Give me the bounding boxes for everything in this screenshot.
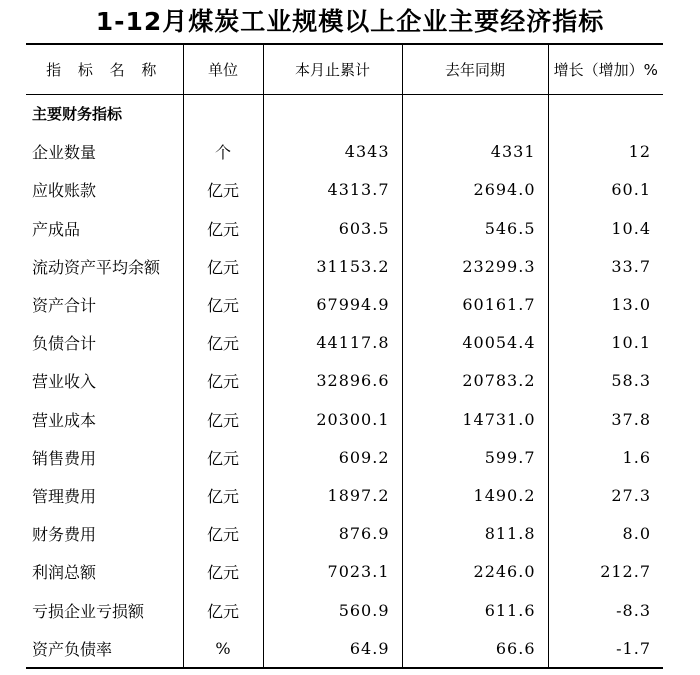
indicator-name-cell: 亏损企业亏损额 [32,601,145,621]
growth-value-cell: 212.7 [548,553,663,591]
unit-cell: 亿元 [183,515,263,553]
table-row [26,285,663,323]
unit-cell: % [183,629,263,668]
current-value-cell: 4313.7 [263,171,402,209]
indicator-table [26,43,663,669]
indicator-name-cell: 产成品 [32,219,81,239]
header-previous-year: 去年同期 [402,44,548,94]
indicator-name-cell: 利润总额 [32,563,97,583]
indicator-name-cell: 销售费用 [32,448,97,468]
current-value-cell: 876.9 [263,515,402,553]
table-row [26,362,663,400]
previous-value-cell: 546.5 [402,209,548,247]
unit-cell: 亿元 [183,171,263,209]
growth-value-cell: 27.3 [548,476,663,514]
growth-value-cell: -1.7 [548,629,663,668]
table-row [26,515,663,553]
table-row [26,324,663,362]
indicator-name-cell: 营业收入 [32,372,97,392]
header-unit: 单位 [183,44,263,94]
growth-value-cell: -8.3 [548,591,663,629]
previous-value-cell: 2694.0 [402,171,548,209]
indicator-name-cell: 资产合计 [32,296,97,316]
empty-cell [402,94,548,133]
page-title: 1-12月煤炭工业规模以上企业主要经济指标 [95,7,605,36]
growth-value-cell: 37.8 [548,400,663,438]
unit-cell: 亿元 [183,553,263,591]
table-row [26,476,663,514]
previous-value-cell: 811.8 [402,515,548,553]
header-indicator-name: 指 标 名 称 [26,44,183,94]
growth-value-cell: 13.0 [548,285,663,323]
current-value-cell: 609.2 [263,438,402,476]
previous-value-cell: 1490.2 [402,476,548,514]
previous-value-cell: 599.7 [402,438,548,476]
table-row [26,591,663,629]
current-value-cell: 4343 [263,133,402,171]
unit-cell: 亿元 [183,591,263,629]
previous-value-cell: 40054.4 [402,324,548,362]
section-row [26,94,663,133]
table-row [26,209,663,247]
previous-value-cell: 66.6 [402,629,548,668]
current-value-cell: 603.5 [263,209,402,247]
header-growth: 增长（增加）% [548,44,663,94]
indicator-name-cell: 资产负债率 [26,629,183,668]
current-value-cell: 67994.9 [263,285,402,323]
indicator-name-cell: 企业数量 [32,143,97,163]
previous-value-cell: 23299.3 [402,247,548,285]
current-value-cell: 64.9 [263,629,402,668]
table-row [26,400,663,438]
table-row [26,247,663,285]
current-value-cell: 20300.1 [263,400,402,438]
current-value-cell: 31153.2 [263,247,402,285]
table-row [26,133,663,171]
unit-cell: 亿元 [183,247,263,285]
unit-cell: 亿元 [183,324,263,362]
growth-value-cell: 10.1 [548,324,663,362]
previous-value-cell: 60161.7 [402,285,548,323]
current-value-cell: 32896.6 [263,362,402,400]
current-value-cell: 560.9 [263,591,402,629]
current-value-cell: 1897.2 [263,476,402,514]
empty-cell [548,94,663,133]
unit-cell: 亿元 [183,362,263,400]
empty-cell [263,94,402,133]
current-value-cell: 7023.1 [263,553,402,591]
unit-cell: 亿元 [183,285,263,323]
indicator-name-cell: 财务费用 [32,525,97,545]
unit-cell: 亿元 [183,400,263,438]
growth-value-cell: 12 [548,133,663,171]
growth-value-cell: 10.4 [548,209,663,247]
unit-cell: 亿元 [183,209,263,247]
growth-value-cell: 8.0 [548,515,663,553]
indicator-name-cell: 管理费用 [32,486,97,506]
previous-value-cell: 611.6 [402,591,548,629]
header-row [26,44,663,94]
section-label: 主要财务指标 [32,105,123,124]
growth-value-cell: 33.7 [548,247,663,285]
unit-cell: 亿元 [183,476,263,514]
table-row [26,171,663,209]
unit-cell: 个 [183,133,263,171]
previous-value-cell: 4331 [402,133,548,171]
table-row [26,438,663,476]
header-current-cumulative: 本月止累计 [263,44,402,94]
previous-value-cell: 2246.0 [402,553,548,591]
unit-cell: 亿元 [183,438,263,476]
empty-cell [183,94,263,133]
current-value-cell: 44117.8 [263,324,402,362]
growth-value-cell: 58.3 [548,362,663,400]
growth-value-cell: 60.1 [548,171,663,209]
indicator-name-cell: 负债合计 [32,334,97,354]
indicator-name-cell: 营业成本 [32,410,97,430]
indicator-name-cell: 流动资产平均余额 [32,257,161,277]
growth-value-cell: 1.6 [548,438,663,476]
previous-value-cell: 14731.0 [402,400,548,438]
table-row [26,553,663,591]
previous-value-cell: 20783.2 [402,362,548,400]
indicator-name-cell: 应收账款 [32,181,97,201]
table-row [26,629,663,668]
